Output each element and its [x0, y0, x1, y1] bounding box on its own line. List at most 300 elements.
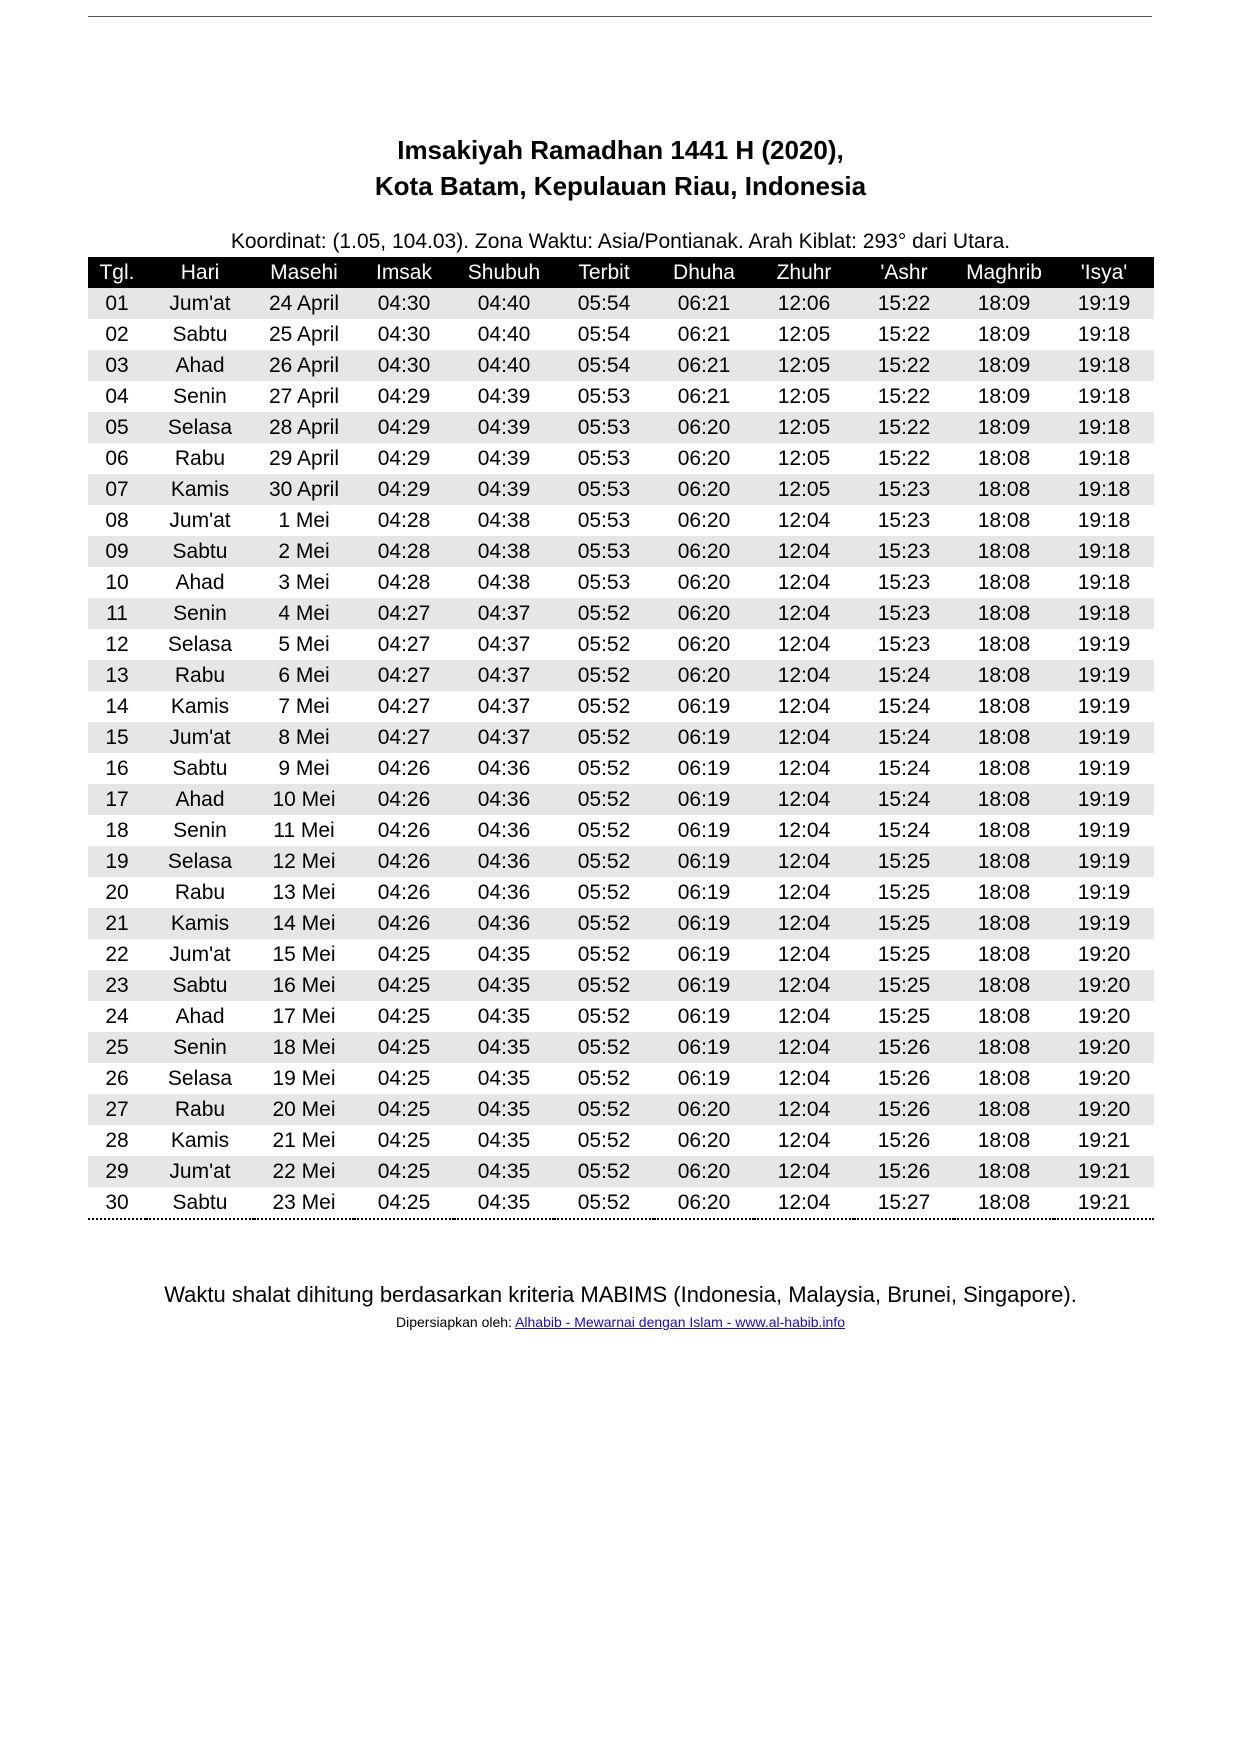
cell-dhuha: 06:21: [654, 288, 754, 319]
cell-masehi: 20 Mei: [254, 1094, 354, 1125]
cell-dhuha: 06:19: [654, 846, 754, 877]
cell-tgl: 21: [88, 908, 146, 939]
cell-imsak: 04:26: [354, 846, 454, 877]
cell-terbit: 05:53: [554, 412, 654, 443]
cell-dhuha: 06:19: [654, 877, 754, 908]
cell-zhuhr: 12:04: [754, 939, 854, 970]
table-row: [88, 443, 1154, 474]
cell-dhuha: 06:20: [654, 443, 754, 474]
cell-terbit: 05:52: [554, 1156, 654, 1187]
column-header-hari: Hari: [146, 257, 254, 288]
cell-dhuha: 06:20: [654, 1094, 754, 1125]
cell-imsak: 04:25: [354, 1001, 454, 1032]
table-row: [88, 598, 1154, 629]
cell-maghrib: 18:08: [954, 598, 1054, 629]
cell-isya: 19:18: [1054, 412, 1154, 443]
cell-isya: 19:20: [1054, 939, 1154, 970]
cell-masehi: 24 April: [254, 288, 354, 319]
cell-ashr: 15:26: [854, 1094, 954, 1125]
cell-masehi: 3 Mei: [254, 567, 354, 598]
cell-tgl: 29: [88, 1156, 146, 1187]
cell-zhuhr: 12:06: [754, 288, 854, 319]
cell-dhuha: 06:19: [654, 939, 754, 970]
cell-shubuh: 04:36: [454, 815, 554, 846]
cell-masehi: 15 Mei: [254, 939, 354, 970]
cell-tgl: 04: [88, 381, 146, 412]
cell-dhuha: 06:20: [654, 598, 754, 629]
column-header-zhuhr: Zhuhr: [754, 257, 854, 288]
cell-imsak: 04:27: [354, 691, 454, 722]
cell-hari: Sabtu: [146, 536, 254, 567]
cell-hari: Jum'at: [146, 288, 254, 319]
cell-shubuh: 04:36: [454, 908, 554, 939]
coordinates-info: Koordinat: (1.05, 104.03). Zona Waktu: Asia/Pontianak. Arah Kiblat: 293° dari Utara.: [230, 230, 1011, 253]
cell-dhuha: 06:19: [654, 753, 754, 784]
table-body: [88, 288, 1154, 1219]
cell-ashr: 15:22: [854, 381, 954, 412]
cell-isya: 19:20: [1054, 1032, 1154, 1063]
cell-shubuh: 04:36: [454, 846, 554, 877]
cell-maghrib: 18:08: [954, 815, 1054, 846]
cell-dhuha: 06:19: [654, 1032, 754, 1063]
cell-terbit: 05:53: [554, 443, 654, 474]
cell-hari: Ahad: [146, 1001, 254, 1032]
column-header-terbit: Terbit: [554, 257, 654, 288]
cell-shubuh: 04:39: [454, 474, 554, 505]
table-row: [88, 1125, 1154, 1156]
table-row: [88, 784, 1154, 815]
table-row: [88, 908, 1154, 939]
cell-terbit: 05:52: [554, 784, 654, 815]
cell-imsak: 04:26: [354, 908, 454, 939]
cell-tgl: 07: [88, 474, 146, 505]
cell-zhuhr: 12:05: [754, 412, 854, 443]
cell-isya: 19:19: [1054, 877, 1154, 908]
cell-maghrib: 18:08: [954, 536, 1054, 567]
cell-isya: 19:19: [1054, 846, 1154, 877]
cell-dhuha: 06:20: [654, 536, 754, 567]
cell-tgl: 14: [88, 691, 146, 722]
table-row: [88, 939, 1154, 970]
cell-zhuhr: 12:04: [754, 1187, 854, 1219]
cell-ashr: 15:24: [854, 660, 954, 691]
cell-ashr: 15:22: [854, 412, 954, 443]
cell-maghrib: 18:08: [954, 660, 1054, 691]
cell-terbit: 05:52: [554, 691, 654, 722]
cell-tgl: 01: [88, 288, 146, 319]
cell-masehi: 22 Mei: [254, 1156, 354, 1187]
cell-shubuh: 04:40: [454, 319, 554, 350]
cell-shubuh: 04:39: [454, 443, 554, 474]
prepared-by: [0, 1313, 1241, 1331]
column-header-imsak: Imsak: [354, 257, 454, 288]
cell-tgl: 08: [88, 505, 146, 536]
cell-hari: Senin: [146, 598, 254, 629]
cell-ashr: 15:22: [854, 319, 954, 350]
cell-dhuha: 06:19: [654, 722, 754, 753]
cell-imsak: 04:29: [354, 443, 454, 474]
cell-hari: Ahad: [146, 350, 254, 381]
cell-masehi: 1 Mei: [254, 505, 354, 536]
cell-ashr: 15:25: [854, 1001, 954, 1032]
cell-isya: 19:19: [1054, 288, 1154, 319]
cell-isya: 19:19: [1054, 629, 1154, 660]
cell-masehi: 7 Mei: [254, 691, 354, 722]
cell-masehi: 30 April: [254, 474, 354, 505]
cell-isya: 19:18: [1054, 536, 1154, 567]
cell-imsak: 04:25: [354, 1094, 454, 1125]
top-divider: [88, 16, 1152, 17]
cell-masehi: 5 Mei: [254, 629, 354, 660]
cell-maghrib: 18:08: [954, 629, 1054, 660]
cell-shubuh: 04:35: [454, 970, 554, 1001]
cell-isya: 19:20: [1054, 1094, 1154, 1125]
cell-maghrib: 18:09: [954, 381, 1054, 412]
cell-zhuhr: 12:04: [754, 598, 854, 629]
cell-tgl: 22: [88, 939, 146, 970]
table-row: [88, 381, 1154, 412]
cell-isya: 19:21: [1054, 1187, 1154, 1219]
cell-ashr: 15:23: [854, 474, 954, 505]
cell-hari: Selasa: [146, 412, 254, 443]
cell-imsak: 04:28: [354, 505, 454, 536]
table-row: [88, 1032, 1154, 1063]
cell-maghrib: 18:08: [954, 1125, 1054, 1156]
criteria-note: Waktu shalat dihitung berdasarkan kriteria MABIMS (Indonesia, Malaysia, Brunei, Singapore).: [164, 1282, 1077, 1307]
cell-zhuhr: 12:04: [754, 660, 854, 691]
cell-terbit: 05:53: [554, 505, 654, 536]
cell-ashr: 15:24: [854, 691, 954, 722]
cell-maghrib: 18:09: [954, 288, 1054, 319]
cell-ashr: 15:23: [854, 567, 954, 598]
cell-dhuha: 06:19: [654, 784, 754, 815]
cell-terbit: 05:54: [554, 350, 654, 381]
cell-tgl: 06: [88, 443, 146, 474]
cell-tgl: 12: [88, 629, 146, 660]
cell-masehi: 2 Mei: [254, 536, 354, 567]
cell-hari: Rabu: [146, 1094, 254, 1125]
cell-imsak: 04:25: [354, 939, 454, 970]
cell-tgl: 30: [88, 1187, 146, 1219]
cell-dhuha: 06:19: [654, 908, 754, 939]
cell-shubuh: 04:35: [454, 939, 554, 970]
column-header-isya: 'Isya': [1054, 257, 1154, 288]
cell-imsak: 04:26: [354, 877, 454, 908]
cell-tgl: 17: [88, 784, 146, 815]
cell-ashr: 15:22: [854, 288, 954, 319]
cell-ashr: 15:22: [854, 350, 954, 381]
cell-terbit: 05:52: [554, 629, 654, 660]
cell-zhuhr: 12:04: [754, 877, 854, 908]
cell-isya: 19:19: [1054, 753, 1154, 784]
cell-maghrib: 18:08: [954, 691, 1054, 722]
cell-maghrib: 18:09: [954, 319, 1054, 350]
cell-zhuhr: 12:04: [754, 722, 854, 753]
cell-dhuha: 06:19: [654, 815, 754, 846]
cell-dhuha: 06:20: [654, 1156, 754, 1187]
cell-terbit: 05:53: [554, 536, 654, 567]
cell-shubuh: 04:35: [454, 1094, 554, 1125]
column-header-tgl: Tgl.: [88, 257, 146, 288]
cell-masehi: 17 Mei: [254, 1001, 354, 1032]
cell-ashr: 15:26: [854, 1063, 954, 1094]
cell-imsak: 04:26: [354, 753, 454, 784]
cell-shubuh: 04:39: [454, 412, 554, 443]
cell-isya: 19:19: [1054, 908, 1154, 939]
cell-isya: 19:18: [1054, 567, 1154, 598]
table-row: [88, 753, 1154, 784]
cell-terbit: 05:52: [554, 877, 654, 908]
cell-ashr: 15:27: [854, 1187, 954, 1219]
cell-terbit: 05:52: [554, 1032, 654, 1063]
column-header-maghrib: Maghrib: [954, 257, 1054, 288]
cell-shubuh: 04:35: [454, 1125, 554, 1156]
column-header-shubuh: Shubuh: [454, 257, 554, 288]
cell-masehi: 19 Mei: [254, 1063, 354, 1094]
cell-shubuh: 04:35: [454, 1063, 554, 1094]
cell-dhuha: 06:19: [654, 1001, 754, 1032]
table-row: [88, 1063, 1154, 1094]
cell-maghrib: 18:08: [954, 1187, 1054, 1219]
cell-shubuh: 04:36: [454, 877, 554, 908]
cell-ashr: 15:26: [854, 1156, 954, 1187]
cell-terbit: 05:53: [554, 474, 654, 505]
cell-isya: 19:18: [1054, 319, 1154, 350]
cell-maghrib: 18:08: [954, 567, 1054, 598]
cell-imsak: 04:29: [354, 381, 454, 412]
cell-terbit: 05:53: [554, 567, 654, 598]
cell-masehi: 10 Mei: [254, 784, 354, 815]
cell-ashr: 15:25: [854, 846, 954, 877]
column-header-ashr: 'Ashr: [854, 257, 954, 288]
cell-shubuh: 04:37: [454, 629, 554, 660]
cell-tgl: 26: [88, 1063, 146, 1094]
cell-ashr: 15:26: [854, 1125, 954, 1156]
cell-isya: 19:18: [1054, 350, 1154, 381]
cell-hari: Sabtu: [146, 970, 254, 1001]
cell-masehi: 11 Mei: [254, 815, 354, 846]
cell-isya: 19:18: [1054, 474, 1154, 505]
cell-isya: 19:19: [1054, 660, 1154, 691]
cell-ashr: 15:24: [854, 815, 954, 846]
title-line-1: Imsakiyah Ramadhan 1441 H (2020),: [397, 135, 844, 165]
cell-maghrib: 18:08: [954, 846, 1054, 877]
cell-maghrib: 18:08: [954, 1032, 1054, 1063]
cell-tgl: 24: [88, 1001, 146, 1032]
table-row: [88, 474, 1154, 505]
cell-masehi: 28 April: [254, 412, 354, 443]
cell-hari: Kamis: [146, 691, 254, 722]
cell-maghrib: 18:08: [954, 1094, 1054, 1125]
cell-hari: Selasa: [146, 629, 254, 660]
cell-zhuhr: 12:04: [754, 1125, 854, 1156]
cell-maghrib: 18:08: [954, 722, 1054, 753]
cell-imsak: 04:30: [354, 319, 454, 350]
table-row: [88, 412, 1154, 443]
cell-shubuh: 04:35: [454, 1032, 554, 1063]
cell-masehi: 14 Mei: [254, 908, 354, 939]
cell-imsak: 04:28: [354, 536, 454, 567]
cell-ashr: 15:24: [854, 784, 954, 815]
cell-terbit: 05:52: [554, 846, 654, 877]
cell-imsak: 04:29: [354, 474, 454, 505]
cell-hari: Kamis: [146, 1125, 254, 1156]
cell-masehi: 29 April: [254, 443, 354, 474]
table-row: [88, 1094, 1154, 1125]
prayer-schedule-table: [88, 257, 1154, 1220]
cell-isya: 19:19: [1054, 722, 1154, 753]
cell-ashr: 15:22: [854, 443, 954, 474]
cell-terbit: 05:52: [554, 970, 654, 1001]
cell-isya: 19:20: [1054, 1001, 1154, 1032]
cell-hari: Jum'at: [146, 939, 254, 970]
cell-zhuhr: 12:04: [754, 629, 854, 660]
cell-maghrib: 18:08: [954, 505, 1054, 536]
table-row: [88, 505, 1154, 536]
cell-ashr: 15:23: [854, 536, 954, 567]
cell-hari: Sabtu: [146, 319, 254, 350]
table-row: [88, 567, 1154, 598]
cell-tgl: 05: [88, 412, 146, 443]
prepared-by-label: Dipersiapkan oleh:: [395, 1314, 516, 1330]
cell-hari: Rabu: [146, 877, 254, 908]
cell-imsak: 04:27: [354, 660, 454, 691]
cell-terbit: 05:52: [554, 722, 654, 753]
cell-ashr: 15:26: [854, 1032, 954, 1063]
cell-isya: 19:19: [1054, 691, 1154, 722]
table-row: [88, 722, 1154, 753]
cell-zhuhr: 12:04: [754, 784, 854, 815]
cell-isya: 19:21: [1054, 1125, 1154, 1156]
cell-ashr: 15:23: [854, 505, 954, 536]
cell-zhuhr: 12:04: [754, 505, 854, 536]
title-line-2: Kota Batam, Kepulauan Riau, Indonesia: [374, 171, 867, 201]
cell-ashr: 15:25: [854, 970, 954, 1001]
cell-tgl: 02: [88, 319, 146, 350]
cell-masehi: 13 Mei: [254, 877, 354, 908]
cell-ashr: 15:24: [854, 722, 954, 753]
cell-zhuhr: 12:05: [754, 350, 854, 381]
cell-isya: 19:19: [1054, 815, 1154, 846]
cell-zhuhr: 12:04: [754, 691, 854, 722]
cell-dhuha: 06:20: [654, 505, 754, 536]
cell-masehi: 25 April: [254, 319, 354, 350]
cell-dhuha: 06:21: [654, 319, 754, 350]
cell-maghrib: 18:08: [954, 474, 1054, 505]
cell-hari: Jum'at: [146, 722, 254, 753]
cell-hari: Jum'at: [146, 505, 254, 536]
cell-dhuha: 06:20: [654, 412, 754, 443]
cell-hari: Jum'at: [146, 1156, 254, 1187]
cell-isya: 19:20: [1054, 970, 1154, 1001]
source-link[interactable]: Alhabib - Mewarnai dengan Islam - www.al-habib.info: [515, 1314, 846, 1330]
cell-masehi: 6 Mei: [254, 660, 354, 691]
cell-tgl: 09: [88, 536, 146, 567]
cell-dhuha: 06:20: [654, 629, 754, 660]
table-row: [88, 815, 1154, 846]
table-row: [88, 970, 1154, 1001]
cell-hari: Selasa: [146, 846, 254, 877]
cell-shubuh: 04:35: [454, 1156, 554, 1187]
table-row: [88, 691, 1154, 722]
cell-ashr: 15:23: [854, 598, 954, 629]
cell-shubuh: 04:35: [454, 1001, 554, 1032]
cell-maghrib: 18:08: [954, 877, 1054, 908]
cell-ashr: 15:24: [854, 753, 954, 784]
cell-zhuhr: 12:04: [754, 753, 854, 784]
cell-zhuhr: 12:04: [754, 1001, 854, 1032]
table-row: [88, 288, 1154, 319]
cell-maghrib: 18:08: [954, 939, 1054, 970]
table-row: [88, 319, 1154, 350]
table-row: [88, 846, 1154, 877]
cell-dhuha: 06:20: [654, 1125, 754, 1156]
cell-hari: Sabtu: [146, 753, 254, 784]
cell-hari: Rabu: [146, 660, 254, 691]
cell-terbit: 05:52: [554, 753, 654, 784]
cell-hari: Senin: [146, 1032, 254, 1063]
cell-hari: Senin: [146, 815, 254, 846]
cell-terbit: 05:53: [554, 381, 654, 412]
table-row: [88, 1156, 1154, 1187]
cell-terbit: 05:52: [554, 939, 654, 970]
table-row: [88, 877, 1154, 908]
cell-masehi: 27 April: [254, 381, 354, 412]
cell-tgl: 27: [88, 1094, 146, 1125]
cell-shubuh: 04:37: [454, 598, 554, 629]
cell-zhuhr: 12:05: [754, 474, 854, 505]
cell-maghrib: 18:09: [954, 412, 1054, 443]
cell-tgl: 03: [88, 350, 146, 381]
cell-imsak: 04:27: [354, 629, 454, 660]
cell-masehi: 26 April: [254, 350, 354, 381]
cell-terbit: 05:52: [554, 1125, 654, 1156]
cell-imsak: 04:25: [354, 1156, 454, 1187]
cell-isya: 19:18: [1054, 381, 1154, 412]
cell-imsak: 04:25: [354, 1063, 454, 1094]
table-row: [88, 1001, 1154, 1032]
cell-terbit: 05:52: [554, 908, 654, 939]
cell-terbit: 05:52: [554, 598, 654, 629]
cell-dhuha: 06:19: [654, 970, 754, 1001]
cell-tgl: 13: [88, 660, 146, 691]
cell-terbit: 05:52: [554, 1001, 654, 1032]
cell-shubuh: 04:36: [454, 753, 554, 784]
cell-dhuha: 06:19: [654, 691, 754, 722]
cell-imsak: 04:28: [354, 567, 454, 598]
cell-tgl: 16: [88, 753, 146, 784]
cell-hari: Sabtu: [146, 1187, 254, 1219]
cell-imsak: 04:25: [354, 1187, 454, 1219]
cell-terbit: 05:52: [554, 660, 654, 691]
table-row: [88, 660, 1154, 691]
cell-isya: 19:20: [1054, 1063, 1154, 1094]
cell-zhuhr: 12:04: [754, 567, 854, 598]
cell-maghrib: 18:08: [954, 908, 1054, 939]
table-row: [88, 629, 1154, 660]
cell-zhuhr: 12:04: [754, 970, 854, 1001]
cell-masehi: 23 Mei: [254, 1187, 354, 1219]
cell-tgl: 20: [88, 877, 146, 908]
cell-maghrib: 18:08: [954, 753, 1054, 784]
cell-tgl: 10: [88, 567, 146, 598]
cell-shubuh: 04:38: [454, 536, 554, 567]
cell-tgl: 18: [88, 815, 146, 846]
cell-zhuhr: 12:05: [754, 381, 854, 412]
cell-imsak: 04:29: [354, 412, 454, 443]
cell-hari: Selasa: [146, 1063, 254, 1094]
cell-imsak: 04:30: [354, 288, 454, 319]
